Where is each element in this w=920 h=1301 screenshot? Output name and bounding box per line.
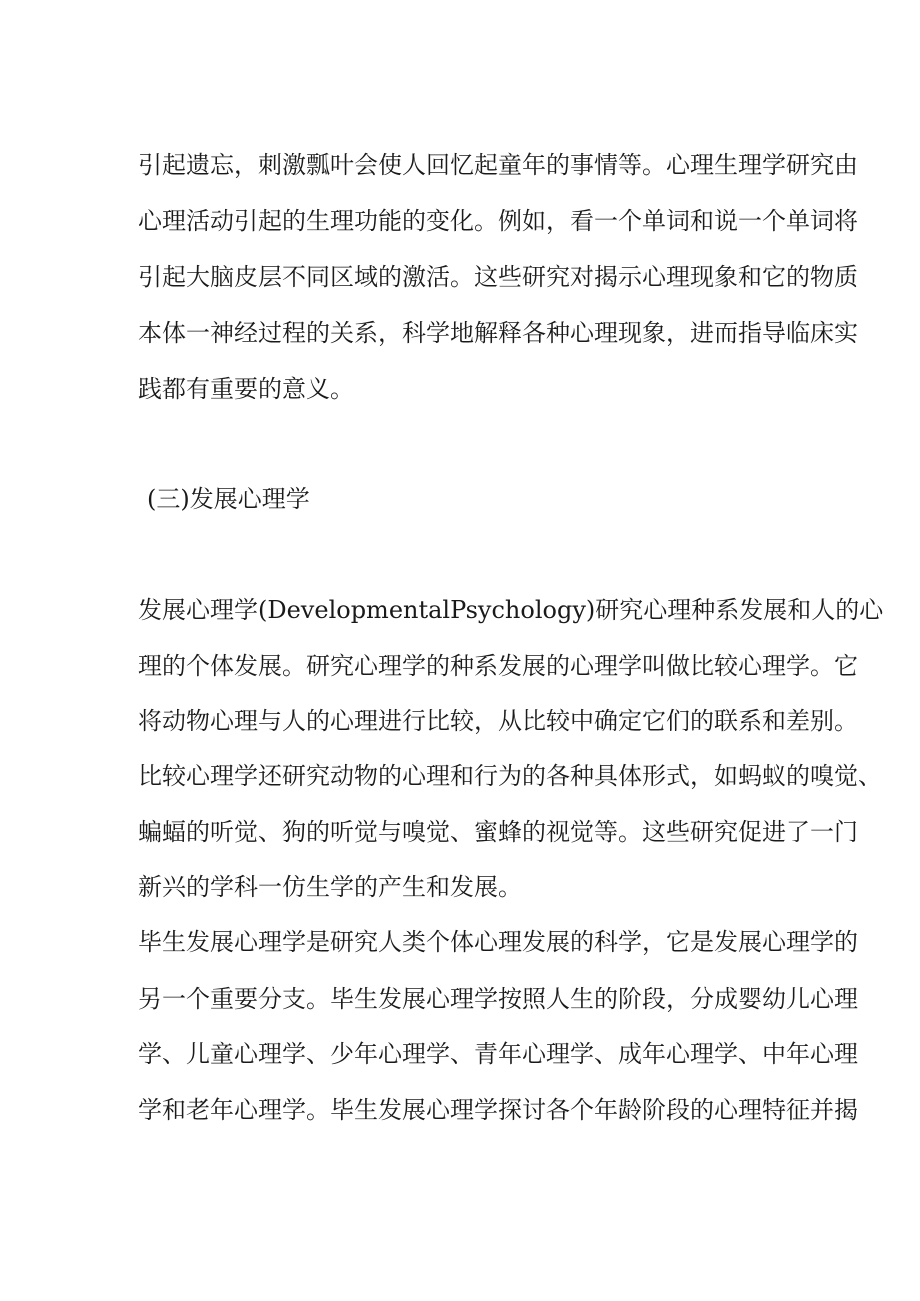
text-line: 学、儿童心理学、少年心理学、青年心理学、成年心理学、中年心理	[138, 1040, 858, 1068]
text-line: 新兴的学科一仿生学的产生和发展。	[138, 873, 522, 901]
text-line: 发展心理学(DevelopmentalPsychology)研究心理种系发展和人的心	[138, 596, 884, 624]
text-line: 学和老年心理学。毕生发展心理学探讨各个年龄阶段的心理特征并揭	[138, 1096, 858, 1124]
text-line: 践都有重要的意义。	[138, 375, 354, 403]
text-line: 本体一神经过程的关系，科学地解释各种心理现象，进而指导临床实	[138, 319, 858, 347]
text-line: 毕生发展心理学是研究人类个体心理发展的科学，它是发展心理学的	[138, 928, 858, 956]
text-line: 引起大脑皮层不同区域的激活。这些研究对揭示心理现象和它的物质	[138, 263, 858, 291]
text-line: 心理活动引起的生理功能的变化。例如，看一个单词和说一个单词将	[138, 207, 858, 235]
text-line: 另一个重要分支。毕生发展心理学按照人生的阶段，分成婴幼儿心理	[138, 985, 858, 1013]
text-line: 比较心理学还研究动物的心理和行为的各种具体形式，如蚂蚁的嗅觉、	[138, 762, 882, 790]
text-line: 蝙蝠的听觉、狗的听觉与嗅觉、蜜蜂的视觉等。这些研究促进了一门	[138, 818, 858, 846]
text-line: 理的个体发展。研究心理学的种系发展的心理学叫做比较心理学。它	[138, 652, 858, 680]
text-line: 将动物心理与人的心理进行比较，从比较中确定它们的联系和差别。	[138, 707, 858, 735]
text-line: 引起遗忘，刺激瓢叶会使人回忆起童年的事情等。心理生理学研究由	[138, 151, 858, 179]
section-heading: (三)发展心理学	[147, 485, 310, 513]
